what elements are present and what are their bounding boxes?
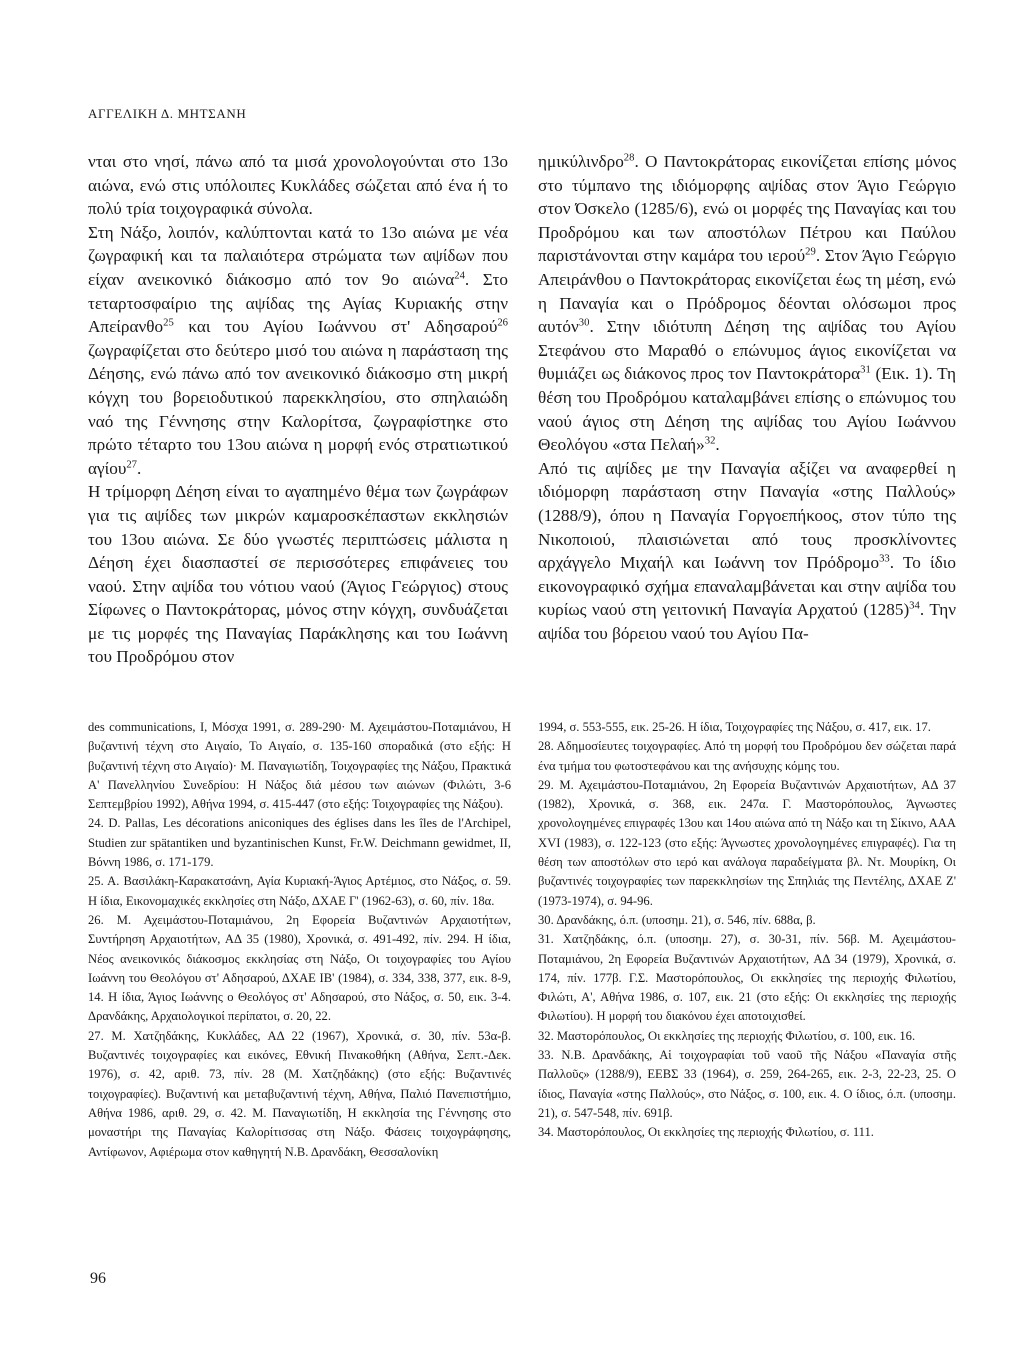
footnote-marker[interactable]: 27 xyxy=(126,458,137,470)
paragraph-text: ημικύλινδρο xyxy=(538,152,624,171)
paragraph-text: . Στον Άγιο Γεώργιο Απειράνθου ο Παντοκράτορας εικονίζεται έως τη μέση, ενώ η Παναγία και ο Πρόδρομος δέονται ολόσωμοι προς αυτόν xyxy=(538,246,956,337)
footnote: 33. Ν.Β. Δρανδάκης, Αἱ τοιχογραφίαι τοῦ ναοῦ τῆς Νάξου «Παναγία στῆς Παλλοῦς» (1288/9), ΕΕΒΣ 33 (1964), σ. 259, 264-265, εικ. 2-3, 22-23, 25. Ο ίδιος, Παναγία «στης Παλλούς», στο Νάξος, σ. 100, εικ. 4. Ο ίδιος, ό.π. (υποσημ. 21), σ. 547-548, πίν. 691β. xyxy=(538,1048,956,1120)
footnote-marker[interactable]: 28 xyxy=(623,152,635,164)
paragraph-text: . Το ίδιο εικονογραφικό σχήμα επαναλαμβάνεται και στην αψίδα του κυρίως ναού στη γειτονική Παναγία Αρχατού (1285) xyxy=(538,553,956,620)
footnotes-column-left xyxy=(88,718,511,1162)
body-paragraph xyxy=(538,457,956,646)
body-column-left xyxy=(88,150,508,669)
body-paragraph xyxy=(88,221,508,481)
paragraph-text: ζωγραφίζεται στο δεύτερο μισό του αιώνα η παράσταση της Δέησης, ενώ πάνω από τον ανεικονικό διάκοσμο στη μικρή κόγχη του βορειοδυτικού παρεκκλησίου, στο σπηλαιώδη ναό της Γέννησης στην Καλορίτσα, ζωγραφίστηκε στο πρώτο τέταρτο του 13ου αιώνα η μορφή ενός στρατιωτικού αγίου xyxy=(88,340,508,478)
footnote: 1994, σ. 553-555, εικ. 25-26. Η ίδια, Τοιχογραφίες της Νάξου, σ. 417, εικ. 17. xyxy=(538,720,931,734)
footnote: 34. Μαστορόπουλος, Οι εκκλησίες της περιοχής Φιλωτίου, σ. 111. xyxy=(538,1125,874,1140)
paragraph-text: Από τις αψίδες με την Παναγία αξίζει να αναφερθεί η ιδιόμορφη παράσταση στην Παναγία «στης Παλλούς» (1288/9), όπου η Παναγία Γοργοεπήκοος, στον τύπο της Νικοποιού, πλαισιώνεται από τους προσκλίνοντες αρχάγγελο Μιχαήλ και Ιωάννη τον Πρόδρομο xyxy=(538,458,956,573)
paragraph-text: Η τρίμορφη Δέηση είναι το αγαπημένο θέμα των ζωγράφων για τις αψίδες των μικρών καμαροσκέπαστων εκκλησιών του 13ου αιώνα. Σε δύο γνωστές περιπτώσεις μάλιστα η Δέηση έχει διασπαστεί σε περισσότερες επιφάνειες του ναού. Στην αψίδα του νότιου ναού (Άγιος Γεώργιος) στους Σίφωνες ο Παντοκράτορας, μόνος στην κόγχη, συνδυάζεται με τις μορφές της Παναγίας Παράκλησης και του Ιωάννη του Προδρόμου στον xyxy=(88,482,508,667)
footnote: 27. Μ. Χατζηδάκης, Κυκλάδες, ΑΔ 22 (1967), Χρονικά, σ. 30, πίν. 53α-β. Βυζαντινές τοιχογραφίες και εικόνες, Εθνική Πινακοθήκη (Αθήνα, Σεπτ.-Δεκ. 1976), σ. 42, αριθ. 73, πίν. 28 (Μ. Χατζηδάκης) (στο εξής: Βυζαντινές τοιχογραφίες). Βυζαντινή και μεταβυζαντινή τέχνη, Αθήνα, Παλιό Πανεπιστήμιο, Αθήνα 1986, αριθ. 29, σ. 42. Μ. Παναγιωτίδη, Η εκκλησία της Γέννησης στο μοναστήρι της Παναγίας Καλορίτισσας στη Νάξο. Φάσεις τοιχογράφησης, Αντίφωνον, Αφιέρωμα στον καθηγητή Ν.Β. Δρανδάκη, Θεσσαλονίκη xyxy=(88,1028,511,1159)
paragraph-text: . Ο Παντοκράτορας εικονίζεται επίσης μόνος στο τύμπανο της ιδιόμορφης αψίδας στον Άγιο Γεώργιο στον Όσκελο (1285/6), ενώ οι μορφές της Παναγίας και του Προδρόμου και των αποστόλων Πέτρου και Παύλου παριστάνονται στην καμάρα του ιερού xyxy=(538,152,956,266)
body-paragraph xyxy=(88,480,508,669)
page-number: 96 xyxy=(90,1270,106,1287)
paragraph-text: . xyxy=(136,458,142,478)
body-column-right xyxy=(538,150,956,645)
paragraph-text: . xyxy=(715,435,720,455)
footnote: 29. Μ. Αχειμάστου-Ποταμιάνου, 2η Εφορεία Βυζαντινών Αρχαιοτήτων, ΑΔ 37 (1982), Χρονικά, σ. 368, εικ. 247α. Γ. Μαστορόπουλος, Άγνωστες χρονολογημένες επιγραφές 13ου και 14ου αιώνα από τη Νάξο και τη Σίκινο, ΑΑΑ XVI (1983), σ. 122-123 (στο εξής: Άγνωστες χρονολογημένες επιγραφές). Για τη θέση των αποστόλων στο ιερό και ανάλογα παραδείγματα βλ. Ντ. Μουρίκη, Οι βυζαντινές τοιχογραφίες των παρεκκλησίων της Σπηλιάς της Πεντέλης, ΔΧΑΕ Ζ' (1973-1974), σ. 94-96. xyxy=(538,777,956,908)
footnote: 28. Αδημοσίευτες τοιχογραφίες. Από τη μορφή του Προδρόμου δεν σώζεται παρά ένα τμήμα του φωτοστεφάνου και της ανήσυχης κόμης του. xyxy=(538,739,956,773)
footnote-marker[interactable]: 29 xyxy=(805,246,816,258)
paragraph-text: (Εικ. 1). Τη θέση του Προδρόμου καταλαμβάνει επίσης ο επώνυμος του ναού άγιος στη Δέηση της αψίδας του Αγίου Ιωάννου Θεολόγου «στα Πελαή» xyxy=(538,364,956,455)
footnote: 24. D. Pallas, Les décorations aniconiques des églises dans les îles de l'Archipel, Studien zur spätantiken und byzantinischen Kunst, Fr.W. Deichmann gewidmet, II, Βόννη 1986, σ. 171-179. xyxy=(88,816,511,870)
footnote-marker[interactable]: 25 xyxy=(163,317,174,329)
paragraph-text: . Την αψίδα του βόρειου ναού του Αγίου Πα- xyxy=(538,600,957,643)
paragraph-text: Στη Νάξο, λοιπόν, καλύπτονται κατά το 13ο αιώνα με νέα ζωγραφική και τα παλαιότερα στρώματα των αψίδων που είχαν ανεικονικό διάκοσμο από τον 9ο αιώνα xyxy=(88,222,508,289)
running-head: ΑΓΓΕΛΙΚΗ Δ. ΜΗΤΣΑΝΗ xyxy=(88,106,247,121)
footnote-marker[interactable]: 30 xyxy=(578,317,590,329)
footnote: des communications, I, Μόσχα 1991, σ. 289-290· Μ. Αχειμάστου-Ποταμιάνου, Η βυζαντινή τέχνη στο Αιγαίο, Το Αιγαίο, σ. 135-160 σποραδικά (στο εξής: Η βυζαντινή τέχνη στο Αιγαίο)· Μ. Παναγιωτίδη, Τοιχογραφίες της Νάξου, Πρακτικά Α' Πανελληνίου Συνεδρίου: Η Νάξος διά μέσου των αιώνων (Φιλώτι, 3-6 Σεπτεμβρίου 1992), Αθήνα 1994, σ. 415-447 (στο εξής: Τοιχογραφίες της Νάξου). xyxy=(88,720,511,812)
footnote-marker[interactable]: 33 xyxy=(879,553,890,565)
footnote: 32. Μαστορόπουλος, Οι εκκλησίες της περιοχής Φιλωτίου, σ. 100, εικ. 16. xyxy=(538,1028,916,1043)
paragraph-text: νται στο νησί, πάνω από τα μισά χρονολογούνται στο 13ο αιώνα, ενώ στις υπόλοιπες Κυκλάδες σώζεται από ένα ή το πολύ τρία τοιχογραφικά σύνολα. xyxy=(88,152,508,219)
body-paragraph xyxy=(538,150,956,457)
footnote-marker[interactable]: 24 xyxy=(454,270,465,282)
footnote-marker[interactable]: 26 xyxy=(497,317,508,329)
paragraph-text: . Στην ιδιότυπη Δέηση της αψίδας του Αγίου Στεφάνου στο Μαραθό ο επώνυμος άγιος εικονίζεται να θυμιάζει ως διάκονος προς τον Παντοκράτορα xyxy=(538,317,956,384)
footnotes-column-right xyxy=(538,718,956,1143)
footnote-marker[interactable]: 31 xyxy=(860,364,871,376)
footnote: 25. Α. Βασιλάκη-Καρακατσάνη, Αγία Κυριακή-Άγιος Αρτέμιος, στο Νάξος, σ. 59. Η ίδια, Εικονομαχικές εκκλησίες στη Νάξο, ΔΧΑΕ Γ' (1962-63), σ. 60, πίν. 18α. xyxy=(88,874,511,908)
paragraph-text: . Στο τεταρτοσφαίριο της αψίδας της Αγίας Κυριακής στην Απείρανθο xyxy=(88,269,508,337)
footnote: 30. Δρανδάκης, ό.π. (υποσημ. 21), σ. 546, πίν. 688α, β. xyxy=(538,912,816,927)
footnote-marker[interactable]: 34 xyxy=(909,600,920,612)
paragraph-text: και του Αγίου Ιωάννου στ' Αδησαρού xyxy=(173,317,498,337)
footnote: 31. Χατζηδάκης, ό.π. (υποσημ. 27), σ. 30-31, πίν. 56β. Μ. Αχειμάστου-Ποταμιάνου, 2η Εφορεία Βυζαντινών Αρχαιοτήτων, ΑΔ 34 (1979), Χρονικά, σ. 174, πίν. 177β. Γ.Σ. Μαστορόπουλος, Οι εκκλησίες της περιοχής Φιλωτίου, Φιλώτι, Α', Αθήνα 1986, σ. 107, εικ. 21 (στο εξής: Οι εκκλησίες της περιοχής Φιλωτίου). Η μορφή του διακόνου έχει αποτοιχισθεί. xyxy=(538,932,956,1024)
body-paragraph xyxy=(88,150,508,221)
footnote-marker[interactable]: 32 xyxy=(704,435,716,447)
footnote: 26. Μ. Αχειμάστου-Ποταμιάνου, 2η Εφορεία Βυζαντινών Αρχαιοτήτων, Συντήρηση Αρχαιοτήτων, ΑΔ 35 (1980), Χρονικά, σ. 491-492, πίν. 294. Η ίδια, Νέος ανεικονικός διάκοσμος εκκλησίας στη Νάξο, Οι τοιχογραφίες του Αγίου Ιωάννη του Θεολόγου στ' Αδησαρού, ΔΧΑΕ ΙΒ' (1984), σ. 334, 338, 377, εικ. 8-9, 14. Η ίδια, Άγιος Ιωάννης ο Θεολόγος στ' Αδησαρού, στο Νάξος, σ. 50, εικ. 3-4. Δρανδάκης, Αρχαιολογικοί περίπατοι, σ. 20, 22. xyxy=(88,912,511,1024)
